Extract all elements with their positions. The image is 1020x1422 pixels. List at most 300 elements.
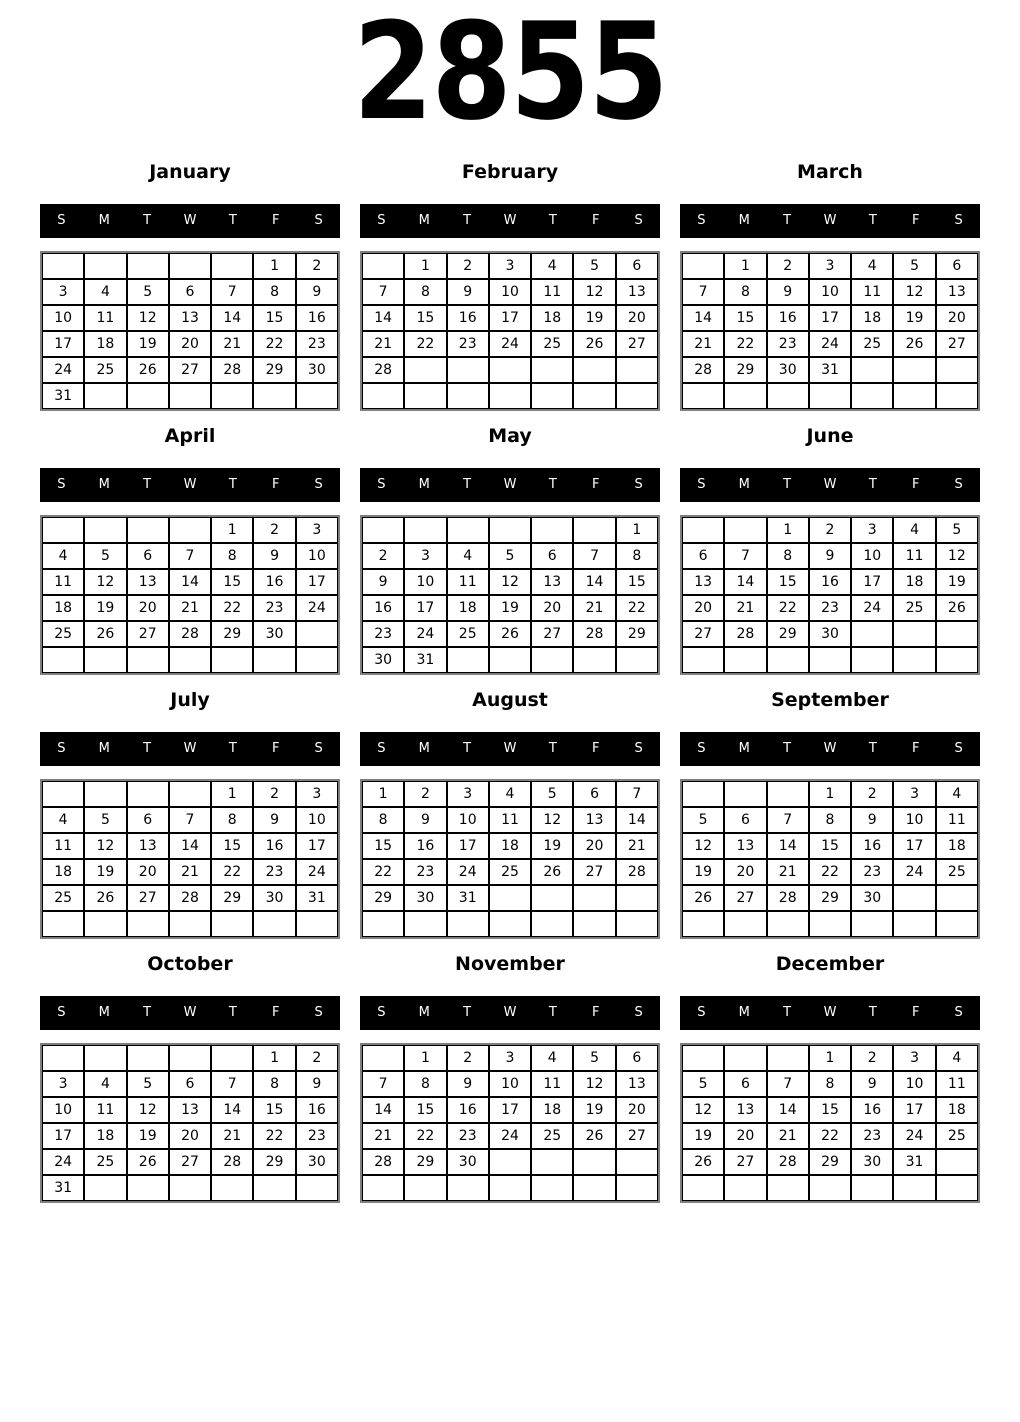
day-cell — [893, 383, 935, 409]
day-cell: 14 — [682, 305, 724, 331]
day-cell: 19 — [682, 859, 724, 885]
day-cell: 15 — [404, 305, 446, 331]
day-cell: 18 — [936, 833, 978, 859]
day-cell: 29 — [253, 357, 295, 383]
day-cell — [682, 647, 724, 673]
day-cell: 25 — [936, 859, 978, 885]
day-cell — [404, 911, 446, 937]
day-cell: 27 — [573, 859, 615, 885]
day-cell: 6 — [682, 543, 724, 569]
month-december — [680, 951, 980, 1203]
day-cell — [127, 253, 169, 279]
day-cell — [936, 1175, 978, 1201]
month-november — [360, 951, 660, 1203]
day-cell — [682, 1175, 724, 1201]
day-cell: 2 — [404, 781, 446, 807]
day-cell: 17 — [296, 833, 338, 859]
day-cell — [127, 647, 169, 673]
weekday-label: W — [503, 1004, 517, 1020]
day-cell — [893, 911, 935, 937]
day-cell: 26 — [573, 331, 615, 357]
day-cell — [767, 383, 809, 409]
day-cell: 29 — [211, 885, 253, 911]
day-cell: 26 — [893, 331, 935, 357]
day-cell: 3 — [42, 279, 84, 305]
day-cell — [447, 517, 489, 543]
day-cell — [573, 517, 615, 543]
month-title: October — [147, 952, 233, 975]
day-cell: 11 — [531, 279, 573, 305]
day-cell: 5 — [573, 1045, 615, 1071]
weekday-label: S — [57, 212, 66, 228]
day-cell: 21 — [362, 1123, 404, 1149]
day-cell: 11 — [936, 807, 978, 833]
weekday-header-bar — [360, 732, 660, 766]
week-row — [42, 621, 338, 647]
week-row — [42, 1045, 338, 1071]
day-cell: 11 — [42, 569, 84, 595]
day-cell: 17 — [893, 1097, 935, 1123]
day-cell: 19 — [127, 331, 169, 357]
weekday-label: T — [228, 476, 237, 492]
weekday-label: T — [143, 740, 152, 756]
day-cell: 14 — [169, 833, 211, 859]
day-cell: 30 — [767, 357, 809, 383]
day-cell — [253, 383, 295, 409]
weekday-label: S — [954, 476, 963, 492]
weekday-header-bar — [40, 204, 340, 238]
day-cell: 4 — [42, 543, 84, 569]
day-cell: 25 — [531, 331, 573, 357]
day-cell: 26 — [573, 1123, 615, 1149]
day-cell: 5 — [682, 1071, 724, 1097]
day-cell: 12 — [682, 1097, 724, 1123]
day-cell — [211, 911, 253, 937]
day-cell — [531, 357, 573, 383]
day-cell — [851, 357, 893, 383]
day-cell: 11 — [84, 1097, 126, 1123]
day-cell: 23 — [851, 1123, 893, 1149]
day-cell: 1 — [767, 517, 809, 543]
day-cell: 24 — [296, 859, 338, 885]
day-cell: 22 — [253, 1123, 295, 1149]
month-title: February — [461, 160, 559, 183]
day-cell: 27 — [531, 621, 573, 647]
day-cell: 17 — [296, 569, 338, 595]
day-cell — [362, 517, 404, 543]
day-cell — [489, 647, 531, 673]
day-cell: 6 — [169, 279, 211, 305]
day-cell: 29 — [809, 885, 851, 911]
week-row — [42, 859, 338, 885]
week-row — [682, 517, 978, 543]
day-cell — [404, 1175, 446, 1201]
month-grid — [680, 779, 980, 939]
day-cell — [211, 1045, 253, 1071]
week-row — [682, 543, 978, 569]
day-cell — [936, 911, 978, 937]
day-cell — [169, 517, 211, 543]
day-cell — [936, 885, 978, 911]
day-cell — [616, 357, 658, 383]
day-cell: 23 — [447, 1123, 489, 1149]
day-cell: 27 — [169, 357, 211, 383]
weekday-header-bar — [680, 468, 980, 502]
week-row — [42, 1149, 338, 1175]
day-cell: 12 — [573, 1071, 615, 1097]
weekday-label: S — [697, 740, 706, 756]
day-cell: 8 — [362, 807, 404, 833]
day-cell — [169, 383, 211, 409]
day-cell — [682, 781, 724, 807]
day-cell — [573, 885, 615, 911]
day-cell: 29 — [724, 357, 766, 383]
weekday-label: T — [143, 476, 152, 492]
weekday-label: S — [314, 740, 323, 756]
day-cell: 23 — [447, 331, 489, 357]
day-cell: 19 — [682, 1123, 724, 1149]
day-cell: 28 — [682, 357, 724, 383]
week-row — [362, 1149, 658, 1175]
day-cell — [362, 383, 404, 409]
day-cell: 22 — [404, 331, 446, 357]
day-cell: 10 — [42, 1097, 84, 1123]
day-cell: 12 — [127, 1097, 169, 1123]
day-cell: 14 — [362, 305, 404, 331]
weekday-label: T — [143, 212, 152, 228]
day-cell: 1 — [404, 253, 446, 279]
month-grid — [40, 515, 340, 675]
weekday-label: W — [503, 740, 517, 756]
weekday-label: S — [377, 212, 386, 228]
weekday-label: M — [98, 1004, 110, 1020]
weekday-label: W — [503, 212, 517, 228]
day-cell — [682, 911, 724, 937]
day-cell — [169, 911, 211, 937]
weekday-label: M — [98, 212, 110, 228]
day-cell: 10 — [893, 1071, 935, 1097]
day-cell: 17 — [404, 595, 446, 621]
weekday-label: F — [271, 476, 280, 492]
week-row — [682, 781, 978, 807]
day-cell: 10 — [893, 807, 935, 833]
weekday-label: T — [868, 740, 877, 756]
day-cell: 29 — [362, 885, 404, 911]
month-grid — [680, 251, 980, 411]
week-row — [682, 1149, 978, 1175]
week-row — [682, 621, 978, 647]
day-cell: 22 — [211, 595, 253, 621]
weekday-header-bar — [40, 996, 340, 1030]
weekday-header-bar — [680, 204, 980, 238]
month-title: December — [775, 952, 885, 975]
day-cell: 22 — [211, 859, 253, 885]
day-cell: 22 — [809, 859, 851, 885]
weekday-label: T — [463, 212, 472, 228]
day-cell — [616, 911, 658, 937]
month-march — [680, 159, 980, 411]
day-cell — [211, 253, 253, 279]
week-row — [42, 253, 338, 279]
day-cell: 22 — [404, 1123, 446, 1149]
weekday-label: S — [697, 476, 706, 492]
month-grid — [40, 779, 340, 939]
month-grid — [360, 779, 660, 939]
weekday-label: F — [271, 1004, 280, 1020]
day-cell — [616, 885, 658, 911]
month-title: November — [455, 952, 565, 975]
day-cell: 26 — [682, 885, 724, 911]
day-cell: 19 — [573, 305, 615, 331]
day-cell: 31 — [404, 647, 446, 673]
day-cell: 9 — [767, 279, 809, 305]
day-cell — [682, 517, 724, 543]
day-cell: 8 — [404, 1071, 446, 1097]
day-cell: 24 — [296, 595, 338, 621]
week-row — [682, 279, 978, 305]
day-cell: 26 — [127, 1149, 169, 1175]
day-cell — [936, 357, 978, 383]
week-row — [362, 517, 658, 543]
day-cell: 16 — [296, 305, 338, 331]
day-cell: 24 — [42, 357, 84, 383]
day-cell: 18 — [936, 1097, 978, 1123]
day-cell: 24 — [42, 1149, 84, 1175]
day-cell: 2 — [851, 1045, 893, 1071]
day-cell — [489, 911, 531, 937]
day-cell — [84, 781, 126, 807]
month-title: August — [472, 688, 548, 711]
weekday-label: F — [271, 212, 280, 228]
day-cell: 5 — [127, 1071, 169, 1097]
weekday-label: T — [548, 740, 557, 756]
day-cell — [767, 1045, 809, 1071]
weekday-label: T — [228, 740, 237, 756]
day-cell: 11 — [489, 807, 531, 833]
day-cell — [84, 1175, 126, 1201]
day-cell: 20 — [127, 859, 169, 885]
day-cell: 14 — [767, 833, 809, 859]
day-cell: 22 — [253, 331, 295, 357]
month-grid — [360, 515, 660, 675]
day-cell: 19 — [84, 859, 126, 885]
day-cell: 14 — [362, 1097, 404, 1123]
day-cell: 14 — [211, 305, 253, 331]
day-cell: 20 — [616, 305, 658, 331]
day-cell: 3 — [809, 253, 851, 279]
months-grid — [40, 159, 980, 1203]
week-row — [42, 647, 338, 673]
day-cell — [169, 781, 211, 807]
day-cell: 22 — [767, 595, 809, 621]
weekday-label: W — [823, 476, 837, 492]
day-cell: 5 — [489, 543, 531, 569]
day-cell — [169, 253, 211, 279]
day-cell — [127, 911, 169, 937]
day-cell: 12 — [127, 305, 169, 331]
day-cell — [404, 517, 446, 543]
weekday-label: S — [57, 1004, 66, 1020]
day-cell: 27 — [682, 621, 724, 647]
day-cell: 20 — [682, 595, 724, 621]
weekday-label: F — [911, 212, 920, 228]
day-cell — [42, 781, 84, 807]
day-cell: 10 — [851, 543, 893, 569]
week-row — [682, 305, 978, 331]
day-cell: 29 — [809, 1149, 851, 1175]
day-cell: 4 — [531, 253, 573, 279]
day-cell — [296, 621, 338, 647]
day-cell — [127, 383, 169, 409]
day-cell: 21 — [682, 331, 724, 357]
day-cell: 28 — [169, 621, 211, 647]
day-cell: 10 — [296, 543, 338, 569]
month-title: April — [164, 424, 216, 447]
day-cell: 29 — [616, 621, 658, 647]
day-cell — [724, 911, 766, 937]
day-cell: 5 — [893, 253, 935, 279]
day-cell: 19 — [531, 833, 573, 859]
weekday-label: S — [697, 212, 706, 228]
day-cell: 7 — [362, 1071, 404, 1097]
day-cell: 28 — [573, 621, 615, 647]
day-cell — [211, 647, 253, 673]
day-cell: 15 — [404, 1097, 446, 1123]
day-cell — [127, 781, 169, 807]
day-cell: 26 — [127, 357, 169, 383]
weekday-label: F — [271, 740, 280, 756]
day-cell: 15 — [767, 569, 809, 595]
week-row — [42, 911, 338, 937]
day-cell — [362, 253, 404, 279]
day-cell — [489, 383, 531, 409]
day-cell — [851, 647, 893, 673]
day-cell: 2 — [447, 1045, 489, 1071]
week-row — [682, 383, 978, 409]
day-cell: 13 — [616, 279, 658, 305]
weekday-label: F — [911, 740, 920, 756]
day-cell: 20 — [724, 1123, 766, 1149]
day-cell: 15 — [616, 569, 658, 595]
day-cell — [42, 647, 84, 673]
week-row — [42, 595, 338, 621]
day-cell: 17 — [809, 305, 851, 331]
week-row — [682, 859, 978, 885]
weekday-label: T — [548, 212, 557, 228]
day-cell: 17 — [42, 1123, 84, 1149]
month-april — [40, 423, 340, 675]
day-cell: 9 — [296, 1071, 338, 1097]
weekday-label: T — [143, 1004, 152, 1020]
day-cell: 30 — [809, 621, 851, 647]
day-cell — [489, 357, 531, 383]
day-cell — [809, 383, 851, 409]
day-cell — [724, 647, 766, 673]
day-cell: 12 — [682, 833, 724, 859]
day-cell: 6 — [127, 807, 169, 833]
month-june — [680, 423, 980, 675]
day-cell: 23 — [767, 331, 809, 357]
day-cell: 22 — [616, 595, 658, 621]
weekday-label: W — [183, 1004, 197, 1020]
week-row — [682, 1097, 978, 1123]
day-cell: 18 — [447, 595, 489, 621]
week-row — [362, 859, 658, 885]
day-cell: 13 — [616, 1071, 658, 1097]
weekday-label: F — [911, 1004, 920, 1020]
day-cell — [42, 911, 84, 937]
day-cell: 8 — [809, 1071, 851, 1097]
day-cell — [531, 383, 573, 409]
weekday-label: T — [463, 476, 472, 492]
day-cell: 11 — [447, 569, 489, 595]
day-cell — [809, 647, 851, 673]
weekday-label: W — [183, 740, 197, 756]
week-row — [42, 833, 338, 859]
month-title: June — [806, 424, 854, 447]
week-row — [362, 331, 658, 357]
day-cell — [84, 253, 126, 279]
day-cell: 2 — [767, 253, 809, 279]
day-cell — [84, 383, 126, 409]
month-title: September — [771, 688, 889, 711]
day-cell: 21 — [362, 331, 404, 357]
day-cell — [767, 1175, 809, 1201]
weekday-label: M — [98, 476, 110, 492]
day-cell: 15 — [362, 833, 404, 859]
day-cell: 10 — [404, 569, 446, 595]
day-cell: 26 — [84, 621, 126, 647]
day-cell: 13 — [169, 1097, 211, 1123]
day-cell: 2 — [296, 253, 338, 279]
day-cell — [851, 911, 893, 937]
day-cell: 30 — [851, 885, 893, 911]
week-row — [682, 357, 978, 383]
day-cell: 23 — [253, 859, 295, 885]
day-cell — [84, 1045, 126, 1071]
day-cell: 6 — [531, 543, 573, 569]
day-cell — [893, 621, 935, 647]
weekday-label: M — [738, 1004, 750, 1020]
week-row — [42, 885, 338, 911]
day-cell — [724, 517, 766, 543]
day-cell: 16 — [253, 569, 295, 595]
day-cell: 31 — [893, 1149, 935, 1175]
day-cell — [531, 1175, 573, 1201]
day-cell: 10 — [809, 279, 851, 305]
day-cell: 24 — [447, 859, 489, 885]
day-cell — [169, 1175, 211, 1201]
day-cell: 4 — [936, 781, 978, 807]
day-cell: 20 — [169, 1123, 211, 1149]
weekday-label: F — [591, 212, 600, 228]
day-cell: 25 — [851, 331, 893, 357]
day-cell: 7 — [616, 781, 658, 807]
weekday-header-bar — [680, 732, 980, 766]
day-cell — [296, 647, 338, 673]
day-cell: 9 — [851, 1071, 893, 1097]
day-cell: 24 — [489, 1123, 531, 1149]
day-cell: 7 — [211, 279, 253, 305]
day-cell — [211, 1175, 253, 1201]
weekday-label: M — [418, 740, 430, 756]
day-cell — [936, 1149, 978, 1175]
month-title: March — [797, 160, 863, 183]
week-row — [362, 595, 658, 621]
day-cell: 19 — [573, 1097, 615, 1123]
day-cell — [893, 647, 935, 673]
month-january — [40, 159, 340, 411]
